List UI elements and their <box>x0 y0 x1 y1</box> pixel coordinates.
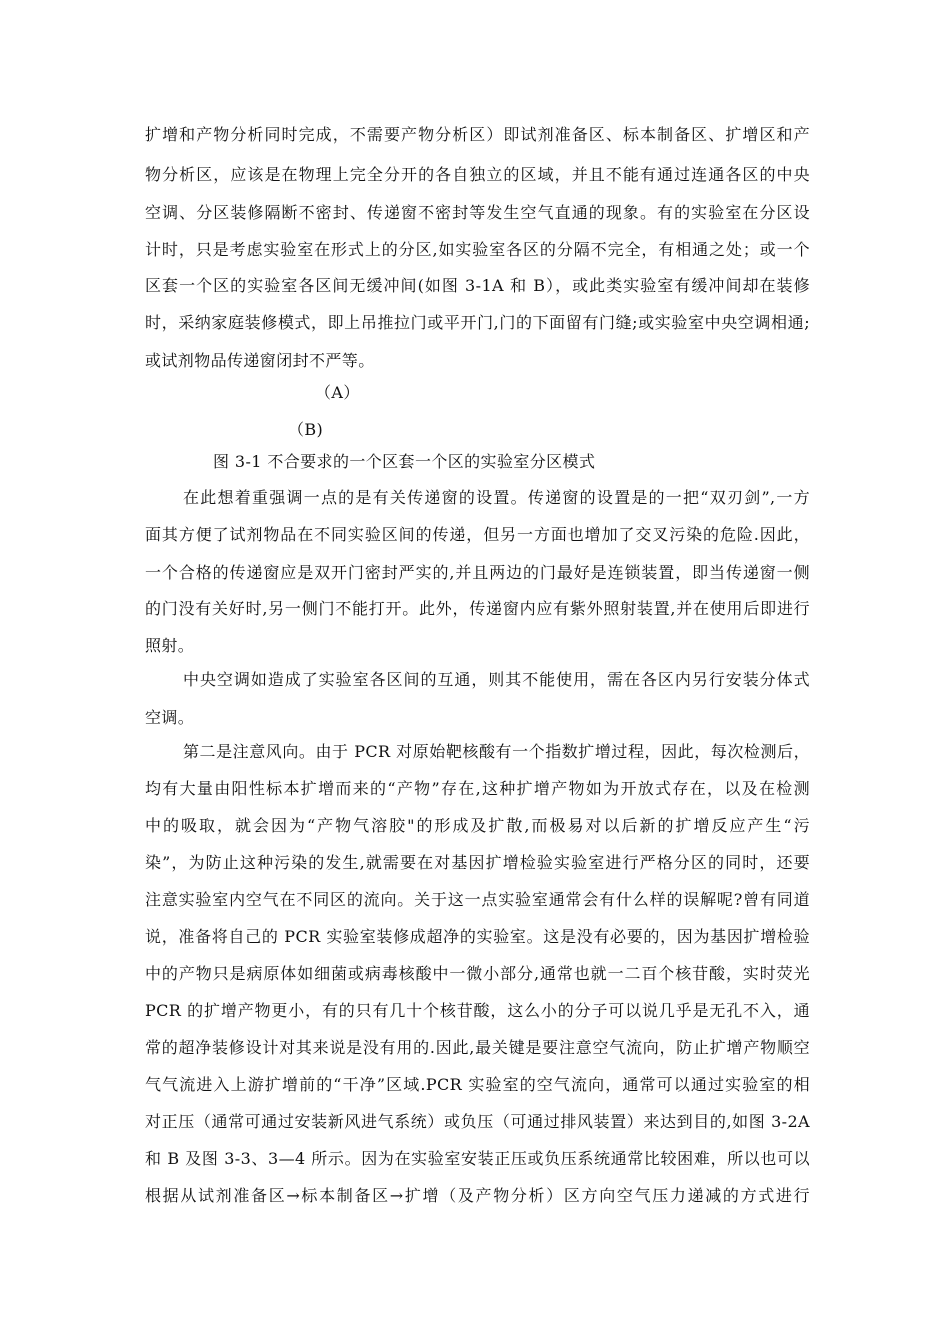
paragraph-line: 计时，只是考虑实验室在形式上的分区,如实验室各区的分隔不完全，有相通之处；或一个 <box>145 240 810 259</box>
paragraph-line: 空调。 <box>145 708 195 727</box>
paragraph-line: 中的产物只是病原体如细菌或病毒核酸中一微小部分,通常也就一二百个核苷酸，实时荧光 <box>145 964 810 983</box>
paragraph-line: 说，准备将自己的 PCR 实验室装修成超净的实验室。这是没有必要的，因为基因扩增检验 <box>145 927 810 946</box>
paragraph-line: 空调、分区装修隔断不密封、传递窗不密封等发生空气直通的现象。有的实验室在分区设 <box>145 203 810 222</box>
paragraph-line: 均有大量由阳性标本扩增而来的“产物”存在,这种扩增产物如为开放式存在，以及在检测 <box>145 779 810 798</box>
paragraph-line: 时，采纳家庭装修模式，即上吊推拉门或平开门,门的下面留有门缝;或实验室中央空调相通; <box>145 313 810 332</box>
paragraph-line: 中的吸取，就会因为“产物气溶胶"的形成及扩散,而极易对以后新的扩增反应产生“污 <box>145 816 810 835</box>
paragraph-line: 注意实验室内空气在不同区的流向。关于这一点实验室通常会有什么样的误解呢?曾有同道 <box>145 890 810 909</box>
paragraph-line: 区套一个区的实验室各区间无缓冲间(如图 3-1A 和 B），或此类实验室有缓冲间却在装修 <box>145 276 810 295</box>
paragraph-line: 对正压（通常可通过安装新风进气系统）或负压（可通过排风装置）来达到目的,如图 3-2A <box>145 1112 810 1131</box>
paragraph-line: 常的超净装修设计对其来说是没有用的.因此,最关键是要注意空气流向，防止扩增产物顺空 <box>145 1038 810 1057</box>
paragraph-line: 一个合格的传递窗应是双开门密封严实的,并且两边的门最好是连锁装置，即当传递窗一侧 <box>145 563 810 582</box>
paragraph-line: 面其方便了试剂物品在不同实验区间的传递，但另一方面也增加了交叉污染的危险.因此， <box>145 525 810 544</box>
figure-label-a: （A） <box>315 383 360 402</box>
paragraph-line: 中央空调如造成了实验室各区间的互通，则其不能使用，需在各区内另行安装分体式 <box>183 670 810 689</box>
paragraph-line: 或试剂物品传递窗闭封不严等。 <box>145 351 375 370</box>
figure-label-b: （B) <box>288 420 324 439</box>
paragraph-line: 在此想着重强调一点的是有关传递窗的设置。传递窗的设置是的一把“双刃剑”,一方 <box>183 488 810 507</box>
paragraph-line: 物分析区，应该是在物理上完全分开的各自独立的区域，并且不能有通过连通各区的中央 <box>145 165 810 184</box>
figure-caption: 图 3-1 不合要求的一个区套一个区的实验室分区模式 <box>213 452 596 471</box>
paragraph-line: 气气流进入上游扩增前的“干净”区域.PCR 实验室的空气流向，通常可以通过实验室的相 <box>145 1075 810 1094</box>
paragraph-line: 扩增和产物分析同时完成，不需要产物分析区）即试剂准备区、标本制备区、扩增区和产 <box>145 125 810 144</box>
paragraph-line: 和 B 及图 3-3、3—4 所示。因为在实验室安装正压或负压系统通常比较困难，所以也可以 <box>145 1149 810 1168</box>
paragraph-line: PCR 的扩增产物更小，有的只有几十个核苷酸，这么小的分子可以说几乎是无孔不入，通 <box>145 1001 810 1020</box>
paragraph-line: 的门没有关好时,另一侧门不能打开。此外，传递窗内应有紫外照射装置,并在使用后即进行 <box>145 599 810 618</box>
paragraph-line: 第二是注意风向。由于 PCR 对原始靶核酸有一个指数扩增过程，因此，每次检测后， <box>183 742 810 761</box>
paragraph-line: 染”，为防止这种污染的发生,就需要在对基因扩增检验实验室进行严格分区的同时，还要 <box>145 853 810 872</box>
paragraph-line: 根据从试剂准备区→标本制备区→扩增（及产物分析）区方向空气压力递减的方式进行 <box>145 1186 810 1205</box>
paragraph-line: 照射。 <box>145 636 195 655</box>
